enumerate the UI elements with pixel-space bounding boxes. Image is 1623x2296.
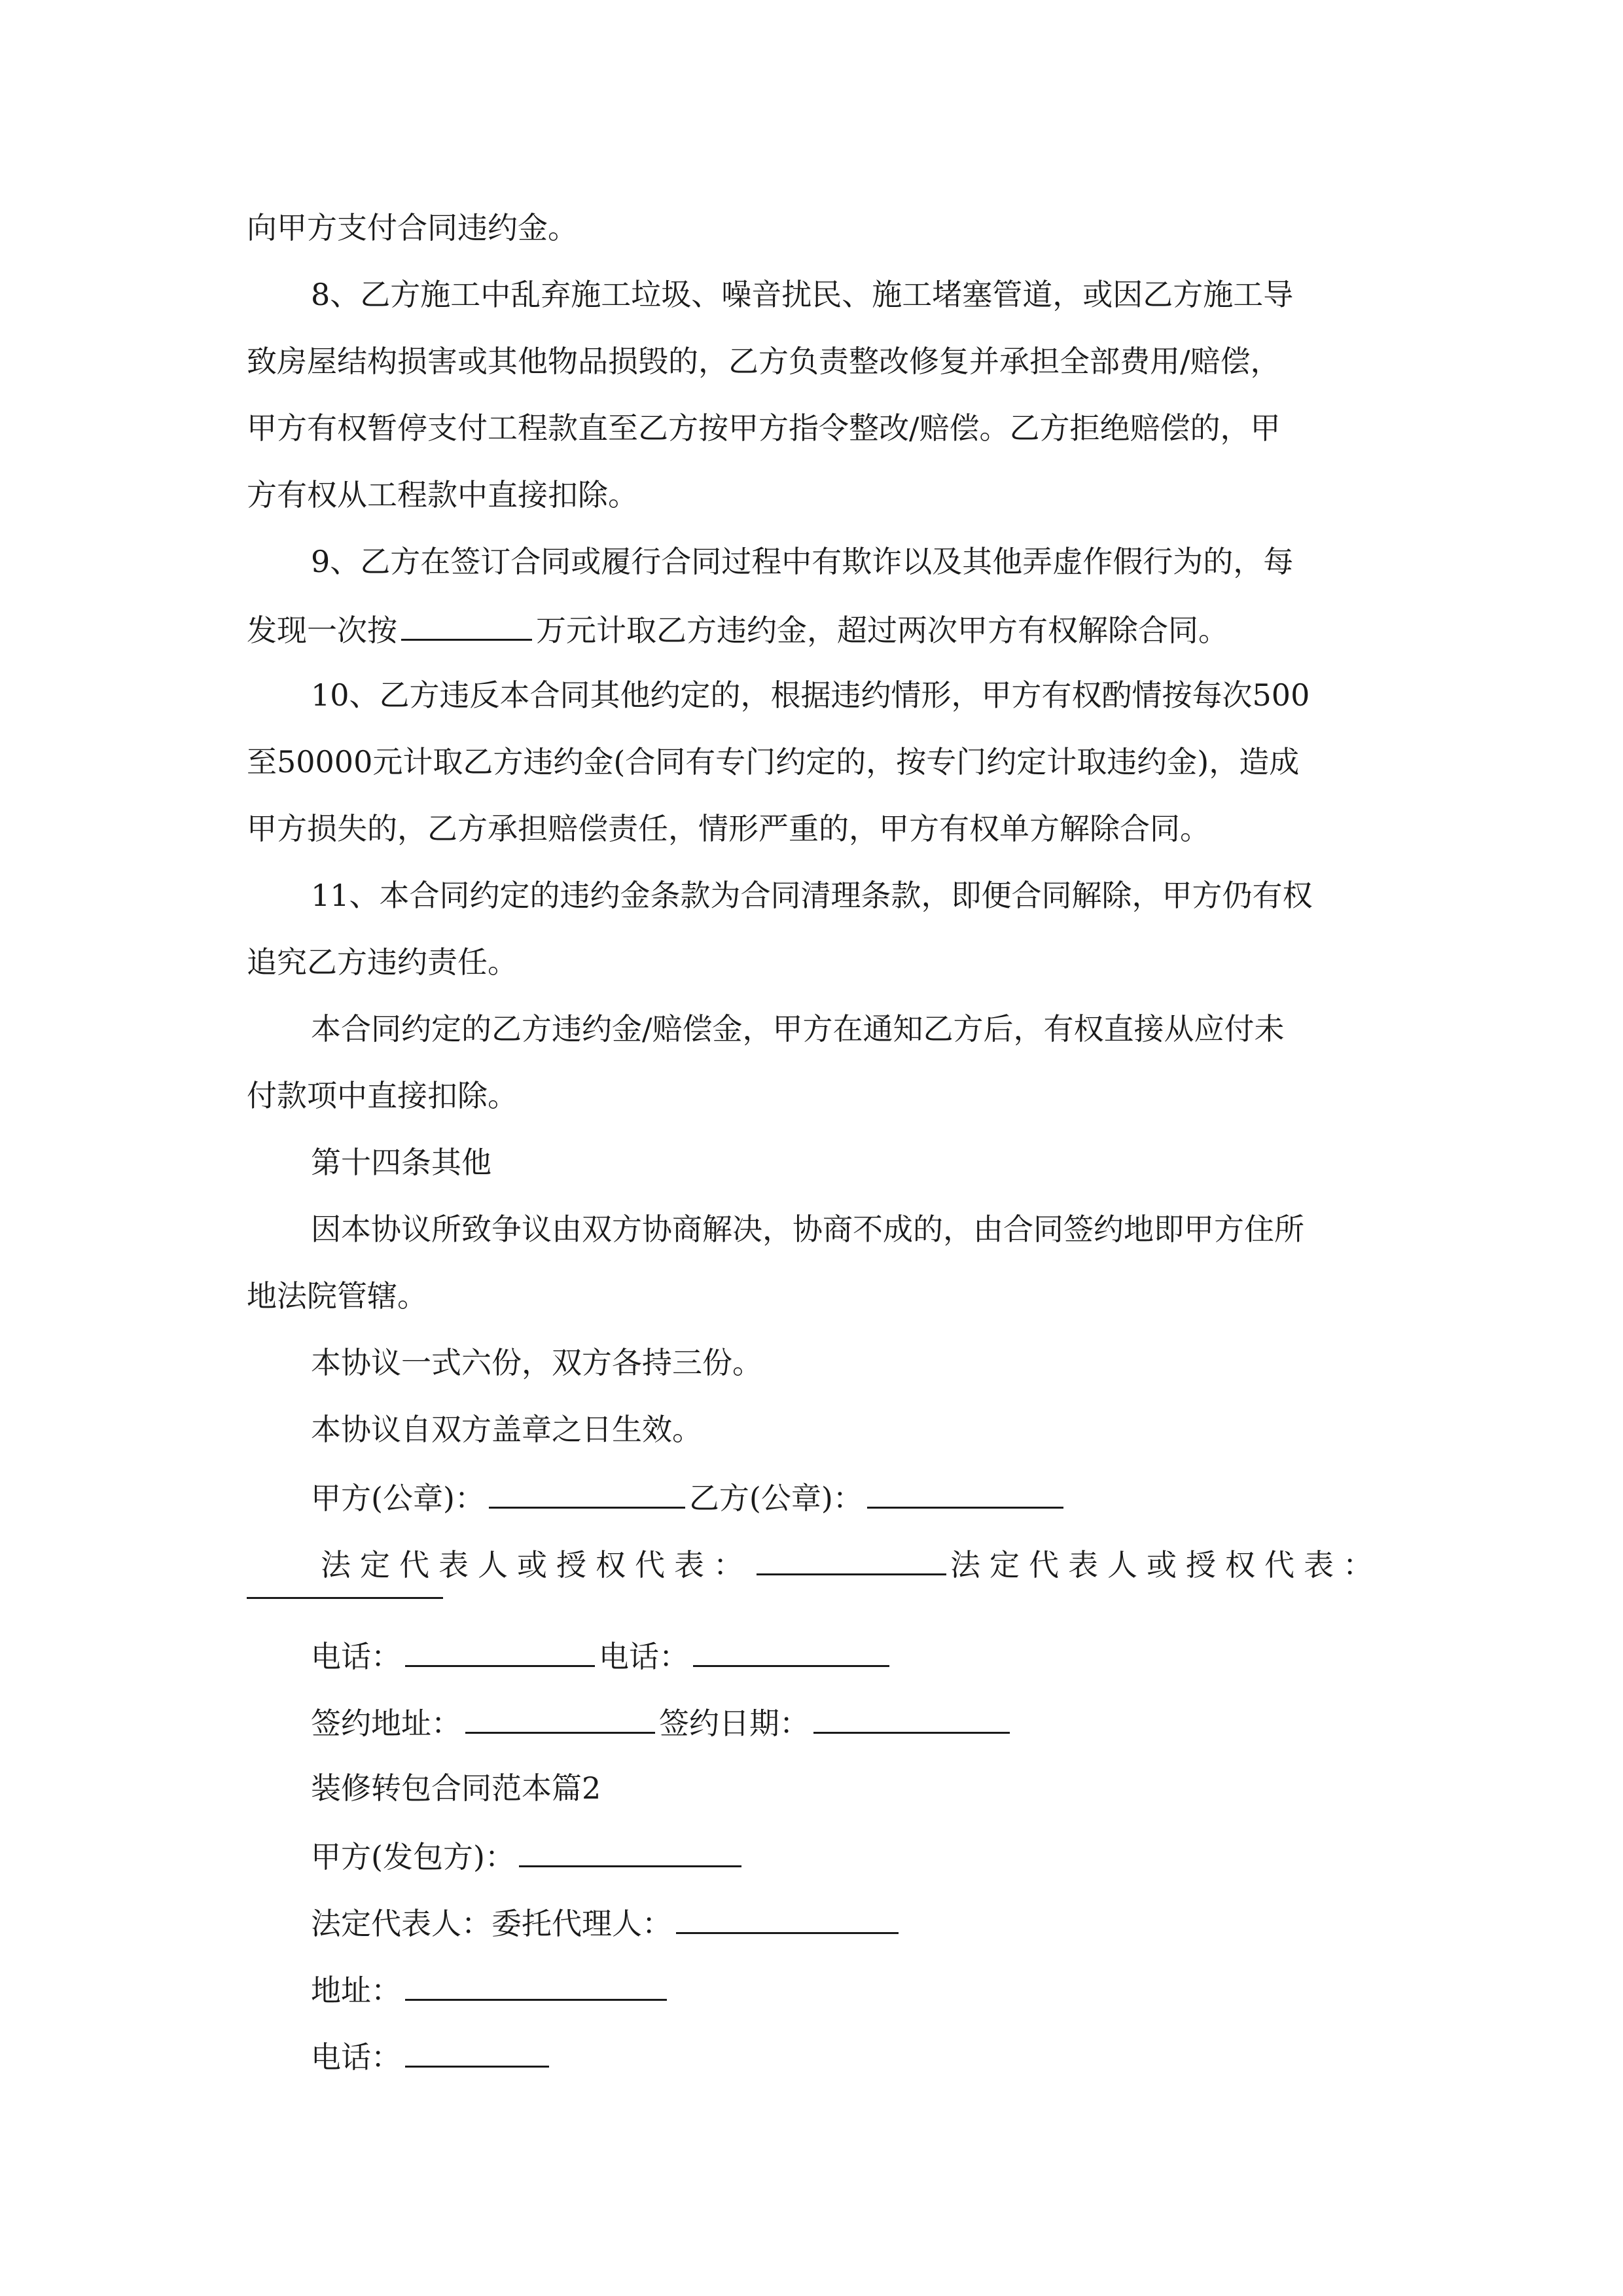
sign-date-blank[interactable] bbox=[813, 1702, 1010, 1734]
phone-b-blank[interactable] bbox=[693, 1635, 889, 1667]
paragraph-text: 万元计取乙方违约金，超过两次甲方有权解除合同。 bbox=[536, 613, 1228, 648]
section2-legal-rep-blank[interactable] bbox=[676, 1902, 899, 1934]
paragraph-line: 至50000元计取乙方违约金(合同有专门约定的，按专门约定计取违约金)，造成 bbox=[247, 744, 1300, 780]
paragraph-line: 甲方损失的，乙方承担赔偿责任，情形严重的，甲方有权单方解除合同。 bbox=[247, 811, 1210, 846]
paragraph-line: 本合同约定的乙方违约金/赔偿金，甲方在通知乙方后，有权直接从应付未 bbox=[311, 1011, 1285, 1047]
section2-title: 装修转包合同范本篇2 bbox=[311, 1770, 601, 1806]
party-b-seal-label: 乙方(公章)： bbox=[688, 1480, 863, 1516]
party-a-seal-label: 甲方(公章)： bbox=[311, 1480, 485, 1516]
paragraph-line: 地法院管辖。 bbox=[247, 1278, 427, 1314]
paragraph-line: 追究乙方违约责任。 bbox=[247, 944, 518, 980]
paragraph-line: 本协议一式六份，双方各持三份。 bbox=[311, 1345, 762, 1380]
phone-a-label: 电话： bbox=[311, 1639, 401, 1674]
paragraph-line: 方有权从工程款中直接扣除。 bbox=[247, 477, 638, 512]
paragraph-line bbox=[247, 609, 1228, 648]
rep-a-label: 法定代表人或授权代表： bbox=[321, 1547, 753, 1583]
paragraph-line: 8、乙方施工中乱弃施工垃圾、噪音扰民、施工堵塞管道，或因乙方施工导 bbox=[311, 277, 1294, 312]
signature-line-address-date bbox=[311, 1702, 1014, 1741]
section2-address-blank[interactable] bbox=[405, 1969, 667, 2001]
section2-party-a-label: 甲方(发包方)： bbox=[311, 1839, 515, 1874]
party-a-seal-blank[interactable] bbox=[489, 1477, 685, 1509]
rep-b-blank[interactable] bbox=[247, 1597, 443, 1599]
rep-a-blank[interactable] bbox=[757, 1543, 946, 1575]
section2-phone-line bbox=[311, 2036, 553, 2075]
section2-phone-blank[interactable] bbox=[405, 2036, 549, 2068]
section2-legal-rep-line bbox=[311, 1902, 902, 1941]
paragraph-line: 付款项中直接扣除。 bbox=[247, 1078, 518, 1113]
paragraph-line: 10、乙方违反本合同其他约定的，根据违约情形，甲方有权酌情按每次500 bbox=[311, 677, 1310, 713]
paragraph-line: 11、本合同约定的违约金条款为合同清理条款，即便合同解除，甲方仍有权 bbox=[311, 878, 1313, 913]
sign-address-label: 签约地址： bbox=[311, 1706, 461, 1741]
sign-date-label: 签约日期： bbox=[659, 1706, 810, 1741]
signature-line-phone bbox=[311, 1635, 893, 1674]
paragraph-line: 致房屋结构损害或其他物品损毁的，乙方负责整改修复并承担全部费用/赔偿， bbox=[247, 344, 1281, 379]
section2-party-a-blank[interactable] bbox=[519, 1835, 741, 1867]
fill-in-blank[interactable] bbox=[401, 609, 532, 641]
paragraph-line: 本协议自双方盖章之日生效。 bbox=[311, 1412, 702, 1447]
section2-legal-rep-label: 法定代表人：委托代理人： bbox=[311, 1906, 672, 1941]
section2-address-line bbox=[311, 1969, 671, 2008]
section2-party-a-line bbox=[311, 1835, 745, 1874]
phone-b-label: 电话： bbox=[599, 1639, 689, 1674]
paragraph-line: 因本协议所致争议由双方协商解决，协商不成的，由合同签约地即甲方住所 bbox=[311, 1211, 1304, 1247]
signature-line-seal bbox=[311, 1477, 1067, 1516]
paragraph-text: 发现一次按 bbox=[247, 613, 397, 648]
party-b-seal-blank[interactable] bbox=[867, 1477, 1063, 1509]
section-heading: 第十四条其他 bbox=[311, 1145, 491, 1180]
section2-address-label: 地址： bbox=[311, 1973, 401, 2008]
signature-line-rep bbox=[321, 1543, 1382, 1583]
paragraph-line: 9、乙方在签订合同或履行合同过程中有欺诈以及其他弄虚作假行为的，每 bbox=[311, 544, 1294, 579]
paragraph-line: 向甲方支付合同违约金。 bbox=[247, 210, 578, 245]
phone-a-blank[interactable] bbox=[405, 1635, 595, 1667]
rep-b-label: 法定代表人或授权代表： bbox=[950, 1547, 1382, 1583]
paragraph-line: 甲方有权暂停支付工程款直至乙方按甲方指令整改/赔偿。乙方拒绝赔偿的，甲 bbox=[247, 410, 1281, 446]
section2-phone-label: 电话： bbox=[311, 2039, 401, 2075]
sign-address-blank[interactable] bbox=[465, 1702, 655, 1734]
